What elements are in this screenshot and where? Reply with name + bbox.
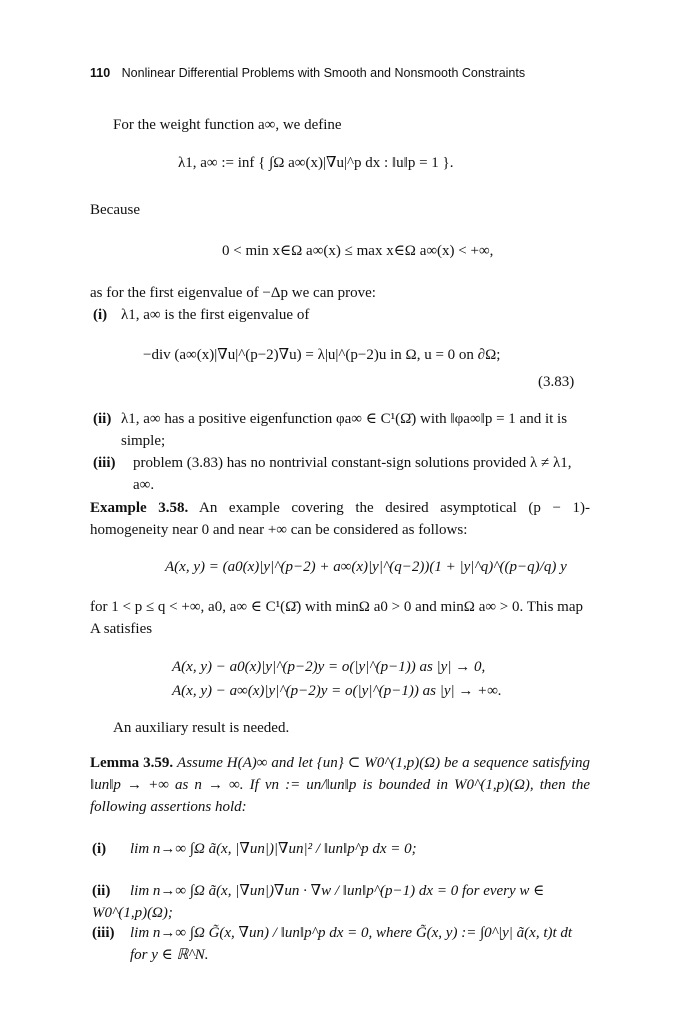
- item-label: (ii): [92, 883, 111, 899]
- equation-3-83: −div (a∞(x)|∇u|^(p−2)∇u) = λ|u|^(p−2)u in Ω, u = 0 on ∂Ω;: [143, 347, 501, 363]
- item-text: lim n→∞ ∫Ω G̃(x, ∇un) / ‖un‖p^p dx = 0, where G̃(x, y) := ∫0^|y| ã(x, t)t dt for y ∈ ℝ^N.: [130, 925, 573, 963]
- equation-tag-3-83: (3.83): [538, 374, 575, 390]
- item-text: lim n→∞ ∫Ω ã(x, |∇un|)∇un · ∇w / ‖un‖p^(p−1) dx = 0 for every w ∈ W0^(1,p)(Ω);: [92, 883, 545, 921]
- example-text: An example covering the desired asymptotical (p − 1)-homogeneity near 0 and near +∞ can be considered as follows:: [90, 500, 590, 538]
- list-item: [93, 304, 593, 326]
- paragraph-auxiliary: An auxiliary result is needed.: [113, 720, 290, 736]
- list-item: [92, 838, 592, 860]
- lemma-3-59: [90, 752, 590, 818]
- paragraph-first-eigenvalue: as for the first eigenvalue of −Δp we can prove:: [90, 285, 376, 301]
- list-item: [93, 452, 590, 496]
- item-label: (i): [93, 307, 108, 323]
- item-text: lim n→∞ ∫Ω ã(x, |∇un|)|∇un|² / ‖un‖p^p dx = 0;: [130, 841, 417, 857]
- equation-weight-bounds: 0 < min x∈Ω a∞(x) ≤ max x∈Ω a∞(x) < +∞,: [222, 243, 494, 259]
- paragraph-because: Because: [90, 202, 140, 218]
- item-text: λ1, a∞ is the first eigenvalue of: [121, 307, 310, 323]
- equation-text: λ1, a∞ := inf { ∫Ω a∞(x)|∇u|^p dx : ‖u‖p = 1 }.: [178, 155, 454, 171]
- equation-asymptotic-zero: A(x, y) − a0(x)|y|^(p−2)y = o(|y|^(p−1)) as |y| → 0,: [172, 659, 486, 675]
- example-label: Example 3.58.: [90, 500, 189, 516]
- list-item: [92, 922, 592, 966]
- lemma-text: Assume H(A)∞ and let {un} ⊂ W0^(1,p)(Ω) be a sequence satisfying ‖un‖p → +∞ as n → ∞. If vn := un/‖un‖p is bounded in W0^(1,p)(Ω), then the following assertions hold:: [90, 755, 590, 815]
- item-label: (iii): [93, 455, 116, 471]
- list-item: [93, 408, 590, 452]
- item-label: (i): [92, 841, 107, 857]
- paragraph-example-conditions: for 1 < p ≤ q < +∞, a0, a∞ ∈ C¹(Ω̄) with minΩ a0 > 0 and minΩ a∞ > 0. This map A satisfies: [90, 599, 583, 637]
- running-title: Nonlinear Differential Problems with Smooth and Nonsmooth Constraints: [121, 66, 526, 80]
- list-item: [92, 880, 592, 924]
- equation-example-map: A(x, y) = (a0(x)|y|^(p−2) + a∞(x)|y|^(q−2))(1 + |y|^q)^((p−q)/q) y: [165, 559, 567, 575]
- running-header: [90, 66, 525, 80]
- example-3-58: [90, 497, 590, 541]
- lemma-label: Lemma 3.59.: [90, 755, 174, 771]
- equation-lambda-definition: [178, 152, 453, 174]
- item-label: (iii): [92, 925, 115, 941]
- item-text: problem (3.83) has no nontrivial constant-sign solutions provided λ ≠ λ1, a∞.: [133, 455, 572, 493]
- item-text: λ1, a∞ has a positive eigenfunction φa∞ ∈ C¹(Ω̄) with ‖φa∞‖p = 1 and it is simple;: [121, 411, 568, 449]
- equation-asymptotic-infinity: A(x, y) − a∞(x)|y|^(p−2)y = o(|y|^(p−1)) as |y| → +∞.: [172, 683, 502, 699]
- paragraph-weight-function: For the weight function a∞, we define: [113, 117, 342, 133]
- page-number: 110: [90, 66, 111, 80]
- item-label: (ii): [93, 411, 112, 427]
